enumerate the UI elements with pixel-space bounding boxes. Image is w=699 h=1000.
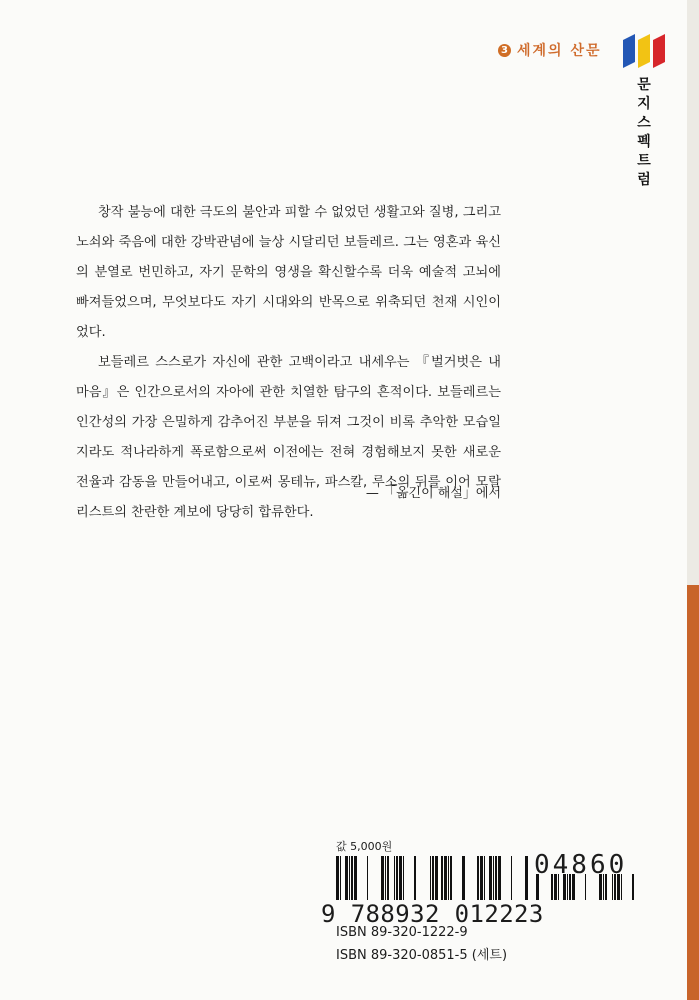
- barcode-addon-digits: 04860: [534, 850, 628, 880]
- price-label: 값 5,000원: [336, 840, 393, 853]
- series-label: 세계의 산문: [517, 43, 602, 59]
- isbn-set: ISBN 89-320-0851-5 (세트): [336, 948, 508, 963]
- brand-name: 문지스펙트럼: [637, 77, 651, 188]
- body-text: [76, 198, 501, 528]
- spine-orange-band: [687, 585, 699, 1000]
- paragraph-1: 창작 불능에 대한 극도의 불안과 피할 수 없었던 생활고와 질병, 그리고 노쇠와 죽음에 대한 강박관념에 늘상 시달리던 보들레르. 그는 영혼과 육신의 분열로 번민하고, 자기 문학의 영생을 확신할수록 더욱 예술적 고뇌에 빠져들었으며, 무엇보다도 자기 시대와의 반목으로 위축되던 천재 시인이었다.: [76, 205, 501, 340]
- series-header: [498, 40, 602, 60]
- source-citation: — 「옮긴이 해설」에서: [365, 486, 501, 501]
- paragraph-2: 보들레르 스스로가 자신에 관한 고백이라고 내세우는 『벌거벗은 내 마음』은 인간으로서의 자아에 관한 치열한 탐구의 흔적이다. 보들레르는 인간성의 가장 은밀하게 감추어진 부분을 뒤져 그것이 비록 추악한 모습일지라도 적나라하게 폭로함으로써 이전에는 전혀 경험해보지 못한 새로운 전율과 감동을 만들어내고, 이로써 몽테뉴, 파스칼, 루소의 뒤를 이어 모랄리스트의 찬란한 계보에 당당히 합류한다.: [76, 355, 501, 520]
- series-number-badge: 3: [498, 44, 511, 57]
- publisher-logo-icon: [622, 34, 668, 70]
- isbn-book: ISBN 89-320-1222-9: [336, 925, 468, 940]
- barcode-digits: 9 788932 012223: [321, 900, 544, 928]
